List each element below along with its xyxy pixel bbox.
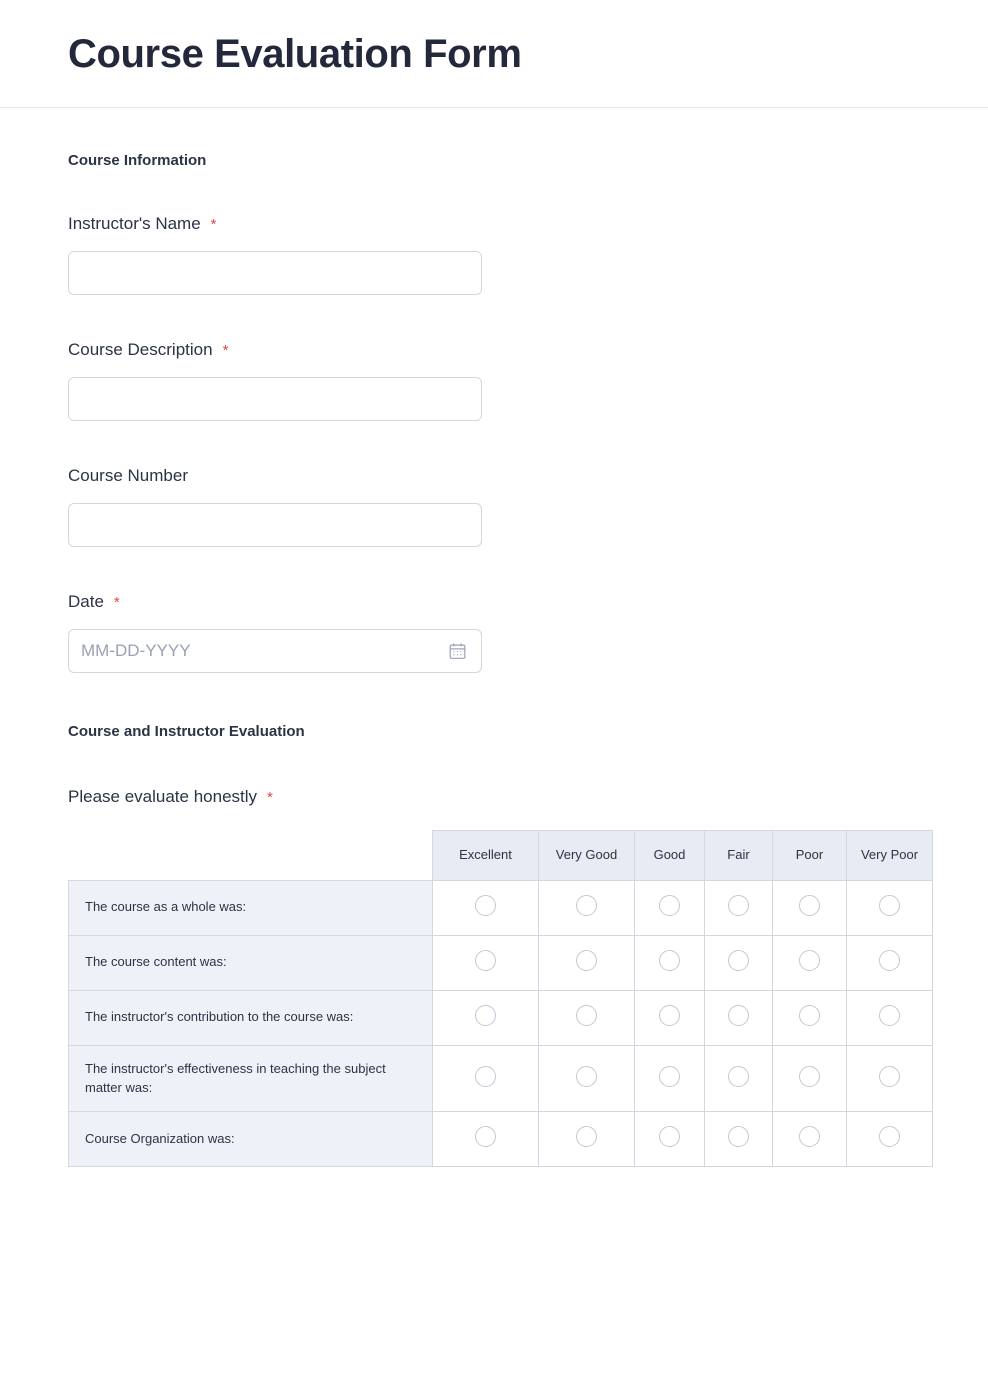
radio-good[interactable]: [659, 1126, 680, 1147]
matrix-cell[interactable]: [773, 990, 847, 1045]
radio-poor[interactable]: [799, 950, 820, 971]
matrix-cell[interactable]: [433, 990, 539, 1045]
section-heading-course-instructor-evaluation: Course and Instructor Evaluation: [68, 723, 305, 741]
matrix-cell[interactable]: [847, 880, 933, 935]
radio-poor[interactable]: [799, 1126, 820, 1147]
field-instructor-name: [68, 169, 920, 295]
matrix-question-block: [68, 740, 920, 1167]
radio-very-poor[interactable]: [879, 950, 900, 971]
instructor-name-label: [68, 213, 920, 235]
matrix-column-header-very-good: Very Good: [539, 831, 635, 880]
course-number-input[interactable]: [68, 503, 482, 547]
date-input-wrapper: [68, 629, 482, 673]
matrix-cell[interactable]: [433, 880, 539, 935]
form-header: [0, 0, 988, 108]
radio-very-good[interactable]: [576, 1126, 597, 1147]
radio-good[interactable]: [659, 1005, 680, 1026]
matrix-cell[interactable]: [847, 1045, 933, 1112]
radio-good[interactable]: [659, 950, 680, 971]
radio-very-good[interactable]: [576, 950, 597, 971]
radio-poor[interactable]: [799, 1066, 820, 1087]
matrix-row-label: Course Organization was:: [69, 1112, 433, 1167]
radio-very-poor[interactable]: [879, 1126, 900, 1147]
matrix-cell[interactable]: [773, 935, 847, 990]
radio-fair[interactable]: [728, 1126, 749, 1147]
required-asterisk: *: [222, 342, 229, 360]
matrix-cell[interactable]: [773, 880, 847, 935]
field-course-description: [68, 295, 920, 421]
matrix-cell[interactable]: [635, 880, 705, 935]
matrix-cell[interactable]: [539, 1045, 635, 1112]
course-description-input[interactable]: [68, 377, 482, 421]
date-input[interactable]: [68, 629, 482, 673]
course-number-label-text: Course Number: [68, 466, 188, 486]
form-body: [0, 108, 988, 1167]
required-asterisk: *: [113, 594, 120, 612]
matrix-question-label-text: Please evaluate honestly: [68, 787, 258, 807]
table-row: [69, 1112, 933, 1167]
matrix-cell[interactable]: [705, 1045, 773, 1112]
matrix-cell[interactable]: [635, 935, 705, 990]
required-asterisk: *: [267, 789, 273, 807]
field-course-number: [68, 421, 920, 547]
radio-excellent[interactable]: [475, 950, 496, 971]
section-heading-course-information: Course Information: [68, 152, 207, 169]
matrix-cell[interactable]: [847, 935, 933, 990]
matrix-cell[interactable]: [433, 1045, 539, 1112]
radio-very-good[interactable]: [576, 1005, 597, 1026]
date-label: [68, 591, 920, 613]
matrix-cell[interactable]: [539, 935, 635, 990]
matrix-row-label: The instructor's contribution to the course was:: [69, 990, 433, 1045]
field-date: [68, 547, 920, 673]
matrix-corner-cell: [69, 831, 433, 880]
matrix-cell[interactable]: [705, 990, 773, 1045]
radio-excellent[interactable]: [475, 1066, 496, 1087]
course-description-label: [68, 339, 920, 361]
radio-poor[interactable]: [799, 1005, 820, 1026]
matrix-header-row: [69, 831, 933, 880]
radio-very-poor[interactable]: [879, 895, 900, 916]
matrix-cell[interactable]: [635, 1045, 705, 1112]
instructor-name-label-text: Instructor's Name: [68, 214, 201, 233]
matrix-column-header-good: Good: [635, 831, 705, 880]
matrix-cell[interactable]: [847, 1112, 933, 1167]
radio-very-good[interactable]: [576, 1066, 597, 1087]
radio-good[interactable]: [659, 895, 680, 916]
matrix-cell[interactable]: [705, 880, 773, 935]
instructor-name-input[interactable]: [68, 251, 482, 295]
table-row: [69, 935, 933, 990]
matrix-cell[interactable]: [539, 880, 635, 935]
matrix-cell[interactable]: [705, 1112, 773, 1167]
matrix-column-header-excellent: Excellent: [433, 831, 539, 880]
matrix-cell[interactable]: [635, 990, 705, 1045]
radio-fair[interactable]: [728, 1066, 749, 1087]
matrix-cell[interactable]: [773, 1045, 847, 1112]
evaluation-matrix-table: [68, 830, 933, 1167]
radio-fair[interactable]: [728, 1005, 749, 1026]
radio-good[interactable]: [659, 1066, 680, 1087]
table-row: [69, 990, 933, 1045]
table-row: [69, 1045, 933, 1112]
matrix-column-header-poor: Poor: [773, 831, 847, 880]
matrix-cell[interactable]: [433, 935, 539, 990]
radio-very-good[interactable]: [576, 895, 597, 916]
radio-excellent[interactable]: [475, 1005, 496, 1026]
table-row: [69, 880, 933, 935]
radio-poor[interactable]: [799, 895, 820, 916]
matrix-row-label: The course content was:: [69, 935, 433, 990]
matrix-cell[interactable]: [539, 990, 635, 1045]
radio-fair[interactable]: [728, 950, 749, 971]
matrix-cell[interactable]: [847, 990, 933, 1045]
radio-excellent[interactable]: [475, 895, 496, 916]
radio-excellent[interactable]: [475, 1126, 496, 1147]
page-title: Course Evaluation Form: [68, 31, 522, 76]
course-description-label-text: Course Description: [68, 340, 213, 360]
matrix-row-label: The instructor's effectiveness in teaching the subject matter was:: [69, 1045, 433, 1112]
matrix-cell[interactable]: [433, 1112, 539, 1167]
matrix-cell[interactable]: [773, 1112, 847, 1167]
radio-very-poor[interactable]: [879, 1066, 900, 1087]
matrix-column-header-very-poor: Very Poor: [847, 831, 933, 880]
matrix-column-header-fair: Fair: [705, 831, 773, 880]
matrix-cell[interactable]: [705, 935, 773, 990]
matrix-row-label: The course as a whole was:: [69, 880, 433, 935]
date-label-text: Date: [68, 592, 104, 612]
matrix-cell[interactable]: [635, 1112, 705, 1167]
matrix-question-label: [68, 786, 920, 808]
matrix-cell[interactable]: [539, 1112, 635, 1167]
required-asterisk: *: [210, 216, 217, 233]
radio-very-poor[interactable]: [879, 1005, 900, 1026]
radio-fair[interactable]: [728, 895, 749, 916]
course-number-label: [68, 465, 920, 487]
